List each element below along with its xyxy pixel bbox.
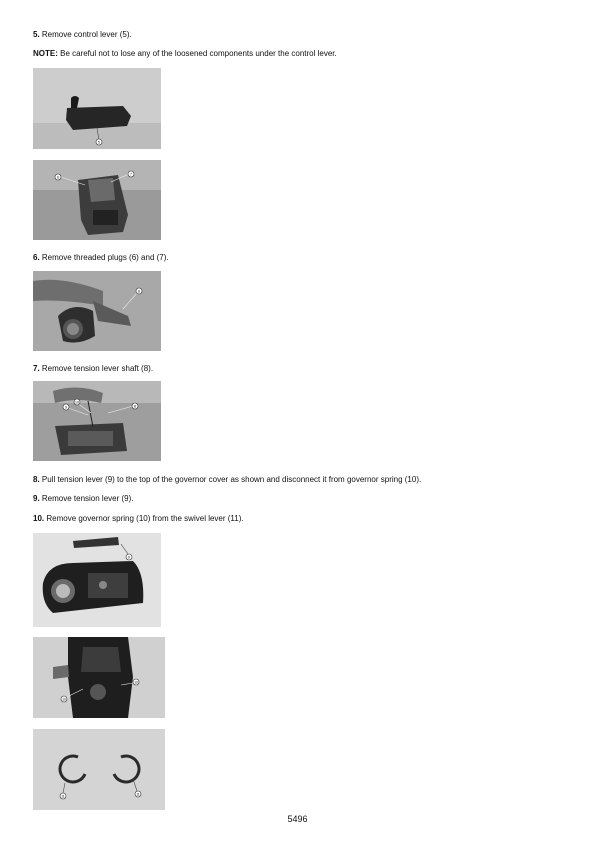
- step-number: 8.: [33, 475, 40, 484]
- step-8: [33, 475, 421, 485]
- step-6: [33, 253, 169, 263]
- callout-6: 6: [57, 175, 59, 180]
- callout-11: 11: [61, 794, 65, 799]
- photo-tension-lever-removed: [33, 533, 161, 627]
- step-9: [33, 494, 134, 504]
- photo-threaded-plugs: [33, 160, 161, 240]
- callout-10: 10: [62, 697, 66, 702]
- photo-tension-lever: [33, 381, 161, 461]
- step-number: 10.: [33, 514, 45, 523]
- step-number: 6.: [33, 253, 40, 262]
- callout-9: 9: [128, 555, 130, 560]
- step-text: Remove tension lever (9).: [39, 494, 134, 503]
- step-number: 9.: [33, 494, 40, 503]
- step-text: Remove governor spring (10) from the swivel lever (11).: [44, 514, 244, 523]
- callout-7: 7: [130, 172, 132, 177]
- callout-9: 9: [65, 405, 67, 410]
- photo-tension-lever-shaft: [33, 271, 161, 351]
- callout-8: 8: [134, 404, 136, 409]
- step-text: Remove tension lever shaft (8).: [39, 364, 154, 373]
- photo-swivel-lever: [33, 729, 165, 810]
- photo-control-lever: [33, 68, 161, 149]
- callout-5: 5: [98, 140, 100, 145]
- callout-10: 10: [134, 680, 138, 685]
- note: [33, 49, 337, 59]
- step-10: [33, 514, 244, 524]
- step-text: Pull tension lever (9) to the top of the governor cover as shown and disconnect it from governor spring (10).: [39, 475, 422, 484]
- step-text: Remove control lever (5).: [39, 30, 132, 39]
- callout-11: 11: [136, 792, 140, 797]
- callout-8: 8: [138, 289, 140, 294]
- step-number: 5.: [33, 30, 40, 39]
- step-number: 7.: [33, 364, 40, 373]
- callout-10: 10: [75, 400, 79, 405]
- note-label: NOTE:: [33, 49, 58, 58]
- step-5: [33, 30, 132, 40]
- page-number: 5496: [287, 814, 308, 824]
- photo-governor-spring: [33, 637, 165, 718]
- step-text: Remove threaded plugs (6) and (7).: [39, 253, 169, 262]
- step-7: [33, 364, 153, 374]
- note-text: Be careful not to lose any of the loosened components under the control lever.: [57, 49, 337, 58]
